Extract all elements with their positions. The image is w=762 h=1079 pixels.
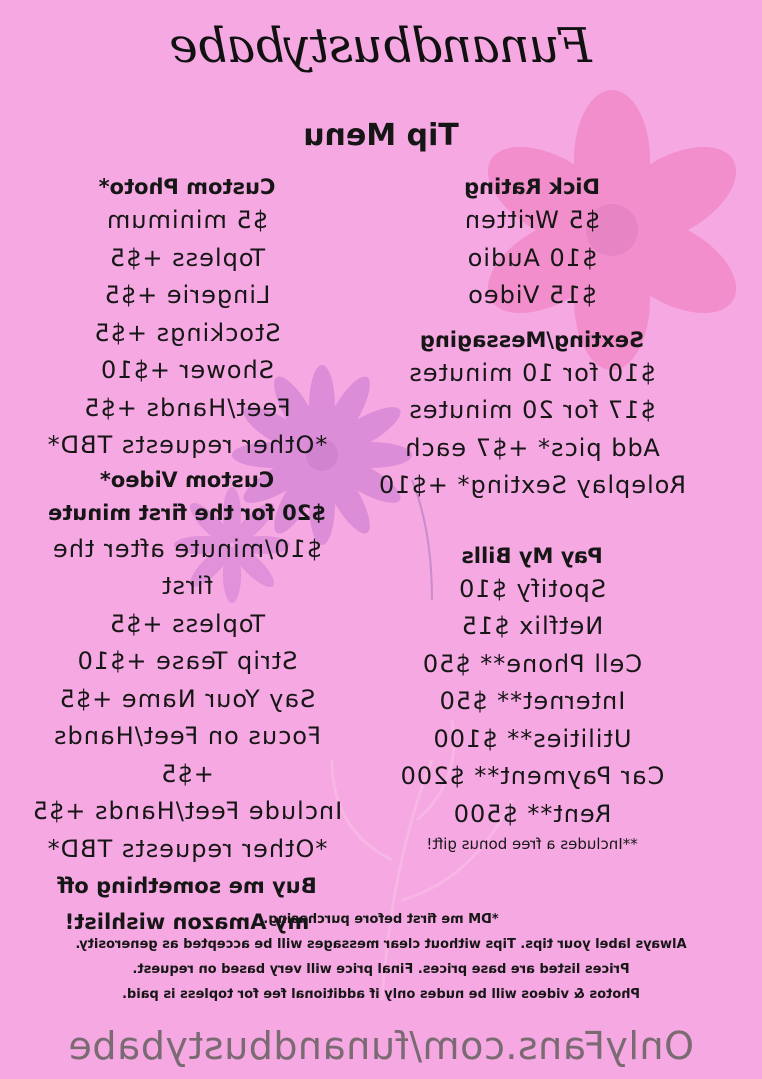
menu-item: Shower +$10: [100, 356, 274, 384]
section-heading-custom-video: Custom Video*: [99, 467, 275, 492]
policy-line: Photos & videos will be nudes only if additional fee for topless is paid.: [122, 987, 640, 1002]
policy-line: Always label your tips. Tips without clear messages will be accepted as generosity.: [75, 937, 687, 952]
menu-item: Lingerie +$5: [103, 281, 271, 309]
section-heading-sexting: Sexting/Messaging: [419, 327, 645, 352]
menu-item: Add pics* +$7 each: [404, 433, 660, 462]
menu-item: $15 Video: [467, 281, 597, 309]
menu-item: Feet/Hands +$5: [83, 393, 291, 422]
menu-item: $10 Audio: [466, 243, 598, 272]
policy-line: *DM me first before purchasing.: [263, 912, 499, 927]
menu-item: Rent** $500: [452, 799, 612, 828]
menu-item: $5 minimum: [105, 206, 269, 234]
menu-item: Utilities** $100: [432, 724, 632, 753]
menu-item: *Other requests TBD*: [46, 431, 328, 459]
policy-notes: [0, 907, 762, 1007]
profile-url: OnlyFans.com/funandbustybabe: [68, 1024, 694, 1068]
menu-item: *Other requests TBD*: [46, 834, 328, 863]
section-heading-custom-photo: Custom Photo*: [98, 175, 276, 199]
section-heading-dick-rating: Dick Rating: [464, 175, 600, 199]
menu-item: Roleplay Sexting* +$10: [378, 471, 687, 499]
menu-item-emphasis: $20 for the first minute: [48, 500, 326, 525]
menu-item: Netflix $15: [460, 612, 604, 640]
menu-item: Include Feet/Hands +$5: [31, 797, 343, 825]
menu-item: Car Payment** $200: [399, 762, 665, 790]
page-title: Tip Menu: [303, 118, 459, 153]
menu-item: Strip Tease +$10: [76, 647, 298, 675]
menu-item: $5 Written: [463, 206, 601, 234]
menu-item: Say Your Name +$5: [58, 684, 316, 713]
menu-item: $10 for 10 minutes: [408, 358, 656, 387]
menu-item: Focus on Feet/Hands +$5: [53, 722, 321, 788]
left-column: [332, 172, 732, 855]
section-heading-pay-my-bills: Pay My Bills: [461, 543, 603, 568]
menu-item: Internet** $50: [438, 687, 626, 715]
wishlist-line: Buy me something off: [57, 874, 317, 898]
menu-item: Topless +$5: [108, 609, 266, 638]
policy-line: Prices listed are base prices. Final price will very based on request.: [132, 962, 630, 977]
menu-item: $17 for 20 minutes: [408, 396, 656, 424]
menu-item: Topless +$5: [108, 243, 266, 272]
menu-item: $10/minute after the first: [52, 534, 322, 600]
bills-footnote: **Includes a free bonus gift!: [426, 835, 638, 853]
right-column: [27, 172, 347, 940]
menu-item: Stockings +$5: [93, 318, 281, 347]
menu-item: Cell Phone** $50: [421, 649, 643, 678]
wishlist-line: my Amazon wishlist!: [64, 910, 310, 934]
brand-script-title: Funandbustybabe: [170, 18, 592, 74]
menu-item: Spotify $10: [458, 574, 606, 603]
